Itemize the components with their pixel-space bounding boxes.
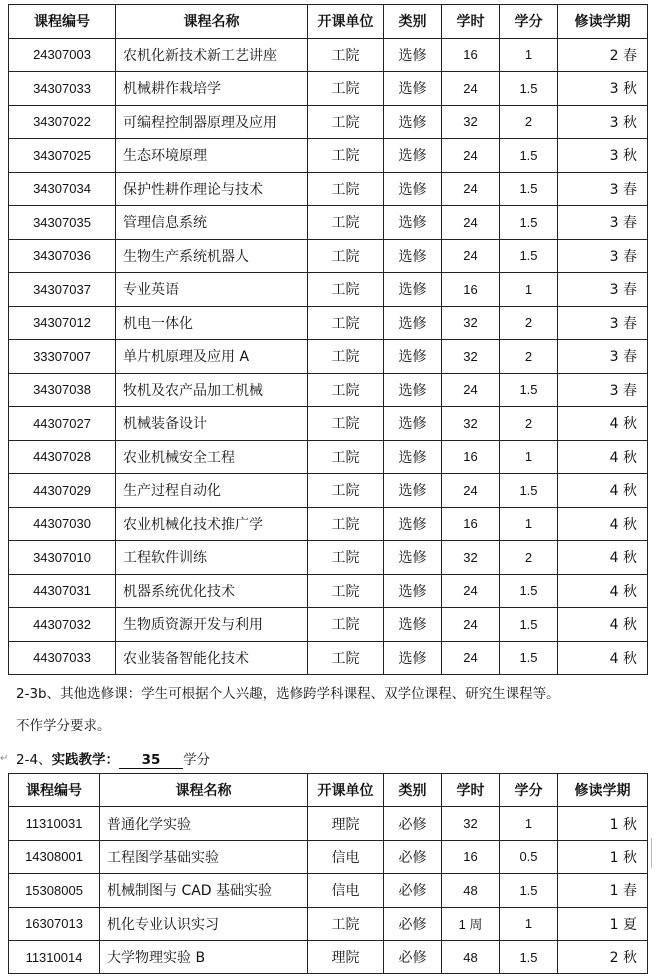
course-type: 选修 [384, 507, 442, 541]
course-code: 34307035 [9, 206, 116, 240]
course-type: 选修 [384, 105, 442, 139]
course-credit: 1 [500, 440, 558, 474]
other-electives-note: 2-3b、其他选修课：学生可根据个人兴趣，选修跨学科课程、双学位课程、研究生课程等。 [16, 686, 560, 702]
table-row [9, 608, 648, 642]
table-row [9, 907, 648, 940]
course-term: 3 秋 [558, 105, 648, 139]
header-unit: 开课单位 [308, 5, 384, 39]
course-type: 选修 [384, 608, 442, 642]
course-term: 1 秋 [558, 807, 648, 840]
course-term: 4 秋 [558, 608, 648, 642]
course-code: 44307029 [9, 474, 116, 508]
course-hours: 32 [442, 340, 500, 374]
course-type: 选修 [384, 574, 442, 608]
course-type: 选修 [384, 172, 442, 206]
table-row [9, 373, 648, 407]
course-name: 机化专业认识实习 [100, 907, 308, 940]
table-row [9, 72, 648, 106]
course-term: 4 秋 [558, 407, 648, 441]
course-hours: 24 [442, 239, 500, 273]
course-code: 44307027 [9, 407, 116, 441]
table-row [9, 407, 648, 441]
table-header-row [9, 774, 648, 807]
header-hours: 学时 [442, 774, 500, 807]
course-unit: 工院 [308, 507, 384, 541]
header-term: 修读学期 [558, 774, 648, 807]
course-hours: 24 [442, 206, 500, 240]
practice-teaching-heading [16, 748, 210, 769]
course-type: 必修 [384, 907, 442, 940]
course-type: 必修 [384, 840, 442, 873]
course-credit: 2 [500, 407, 558, 441]
course-term: 1 春 [558, 874, 648, 907]
header-type: 类别 [384, 774, 442, 807]
course-hours: 24 [442, 608, 500, 642]
course-credit: 2 [500, 105, 558, 139]
course-hours: 32 [442, 105, 500, 139]
course-name: 专业英语 [116, 273, 308, 307]
course-unit: 信电 [308, 840, 384, 873]
course-credit: 0.5 [500, 840, 558, 873]
course-unit: 工院 [308, 440, 384, 474]
course-credit: 2 [500, 340, 558, 374]
course-hours: 24 [442, 641, 500, 675]
table-row [9, 541, 648, 575]
table-row [9, 940, 648, 973]
course-code: 34307037 [9, 273, 116, 307]
course-code: 11310014 [9, 940, 100, 973]
course-name: 可编程控制器原理及应用 [116, 105, 308, 139]
course-term: 4 秋 [558, 507, 648, 541]
table-row [9, 474, 648, 508]
course-term: 3 春 [558, 273, 648, 307]
course-term: 2 秋 [558, 940, 648, 973]
course-term: 4 秋 [558, 474, 648, 508]
course-type: 选修 [384, 440, 442, 474]
course-type: 选修 [384, 541, 442, 575]
course-credit: 1 [500, 907, 558, 940]
course-term: 3 春 [558, 172, 648, 206]
header-hours: 学时 [442, 5, 500, 39]
course-name: 大学物理实验 B [100, 940, 308, 973]
course-credit: 1.5 [500, 940, 558, 973]
header-credit: 学分 [500, 5, 558, 39]
course-name: 单片机原理及应用 A [116, 340, 308, 374]
course-hours: 48 [442, 874, 500, 907]
course-name: 机械制图与 CAD 基础实验 [100, 874, 308, 907]
course-unit: 理院 [308, 940, 384, 973]
course-code: 44307033 [9, 641, 116, 675]
course-unit: 工院 [308, 72, 384, 106]
course-hours: 24 [442, 72, 500, 106]
course-hours: 32 [442, 306, 500, 340]
table-row [9, 239, 648, 273]
course-unit: 工院 [308, 574, 384, 608]
header-code: 课程编号 [9, 5, 116, 39]
course-code: 44307030 [9, 507, 116, 541]
course-code: 44307028 [9, 440, 116, 474]
course-name: 牧机及农产品加工机械 [116, 373, 308, 407]
course-hours: 16 [442, 38, 500, 72]
course-term: 4 秋 [558, 541, 648, 575]
course-unit: 信电 [308, 874, 384, 907]
course-type: 选修 [384, 407, 442, 441]
header-name: 课程名称 [100, 774, 308, 807]
course-name: 生产过程自动化 [116, 474, 308, 508]
course-unit: 工院 [308, 172, 384, 206]
course-hours: 32 [442, 541, 500, 575]
course-hours: 16 [442, 840, 500, 873]
course-credit: 1 [500, 507, 558, 541]
course-unit: 工院 [308, 340, 384, 374]
course-unit: 工院 [308, 139, 384, 173]
header-name: 课程名称 [116, 5, 308, 39]
table-row [9, 574, 648, 608]
course-unit: 工院 [308, 641, 384, 675]
course-type: 选修 [384, 273, 442, 307]
table-row [9, 38, 648, 72]
page-edge-mark [651, 838, 656, 868]
course-name: 生物质资源开发与利用 [116, 608, 308, 642]
course-unit: 工院 [308, 105, 384, 139]
course-code: 34307022 [9, 105, 116, 139]
table-row [9, 641, 648, 675]
course-term: 3 春 [558, 340, 648, 374]
course-term: 3 春 [558, 306, 648, 340]
course-credit: 1.5 [500, 641, 558, 675]
course-hours: 16 [442, 440, 500, 474]
course-hours: 24 [442, 574, 500, 608]
section-credit-value: 35 [119, 752, 183, 769]
table-row [9, 273, 648, 307]
course-credit: 1.5 [500, 139, 558, 173]
course-type: 选修 [384, 38, 442, 72]
paragraph-marker-icon: ↵ [0, 753, 9, 764]
course-unit: 工院 [308, 907, 384, 940]
course-code: 34307033 [9, 72, 116, 106]
course-credit: 1 [500, 38, 558, 72]
course-hours: 16 [442, 507, 500, 541]
course-name: 机器系统优化技术 [116, 574, 308, 608]
course-unit: 工院 [308, 306, 384, 340]
course-type: 选修 [384, 306, 442, 340]
section-unit: 学分 [183, 752, 211, 768]
course-name: 农业机械化技术推广学 [116, 507, 308, 541]
header-unit: 开课单位 [308, 774, 384, 807]
course-credit: 2 [500, 306, 558, 340]
section-prefix: 2-4、 [16, 752, 52, 768]
course-term: 3 春 [558, 239, 648, 273]
course-hours: 24 [442, 474, 500, 508]
course-type: 选修 [384, 373, 442, 407]
course-type: 必修 [384, 940, 442, 973]
course-type: 选修 [384, 72, 442, 106]
table-row [9, 105, 648, 139]
course-hours: 24 [442, 373, 500, 407]
course-unit: 工院 [308, 407, 384, 441]
course-type: 选修 [384, 239, 442, 273]
course-term: 3 春 [558, 373, 648, 407]
course-credit: 1.5 [500, 172, 558, 206]
header-credit: 学分 [500, 774, 558, 807]
table-header-row [9, 5, 648, 39]
course-code: 34307038 [9, 373, 116, 407]
course-credit: 1.5 [500, 373, 558, 407]
table-row [9, 340, 648, 374]
course-code: 34307034 [9, 172, 116, 206]
course-name: 保护性耕作理论与技术 [116, 172, 308, 206]
course-credit: 1 [500, 273, 558, 307]
course-code: 16307013 [9, 907, 100, 940]
course-hours: 32 [442, 807, 500, 840]
course-term: 1 秋 [558, 840, 648, 873]
course-credit: 1.5 [500, 239, 558, 273]
elective-course-table [8, 4, 648, 675]
course-name: 生态环境原理 [116, 139, 308, 173]
course-hours: 1 周 [442, 907, 500, 940]
table-row [9, 206, 648, 240]
course-hours: 24 [442, 172, 500, 206]
course-code: 14308001 [9, 840, 100, 873]
table-row [9, 874, 648, 907]
course-name: 工程软件训练 [116, 541, 308, 575]
course-credit: 1.5 [500, 474, 558, 508]
table-row [9, 807, 648, 840]
course-name: 农业装备智能化技术 [116, 641, 308, 675]
table-row [9, 306, 648, 340]
course-type: 选修 [384, 641, 442, 675]
table-row [9, 840, 648, 873]
course-name: 机械装备设计 [116, 407, 308, 441]
course-term: 2 春 [558, 38, 648, 72]
table-row [9, 507, 648, 541]
course-hours: 16 [442, 273, 500, 307]
course-unit: 理院 [308, 807, 384, 840]
course-term: 3 秋 [558, 139, 648, 173]
course-name: 工程图学基础实验 [100, 840, 308, 873]
course-unit: 工院 [308, 38, 384, 72]
course-name: 农业机械安全工程 [116, 440, 308, 474]
course-type: 选修 [384, 206, 442, 240]
course-name: 机械耕作栽培学 [116, 72, 308, 106]
course-unit: 工院 [308, 206, 384, 240]
course-credit: 1.5 [500, 72, 558, 106]
course-code: 44307031 [9, 574, 116, 608]
course-hours: 24 [442, 139, 500, 173]
course-unit: 工院 [308, 373, 384, 407]
course-type: 选修 [384, 340, 442, 374]
course-code: 11310031 [9, 807, 100, 840]
course-credit: 1.5 [500, 608, 558, 642]
course-name: 普通化学实验 [100, 807, 308, 840]
course-unit: 工院 [308, 239, 384, 273]
header-term: 修读学期 [558, 5, 648, 39]
course-credit: 1.5 [500, 206, 558, 240]
course-credit: 1 [500, 807, 558, 840]
table-row [9, 172, 648, 206]
course-credit: 1.5 [500, 574, 558, 608]
course-code: 34307025 [9, 139, 116, 173]
course-unit: 工院 [308, 474, 384, 508]
course-unit: 工院 [308, 608, 384, 642]
header-type: 类别 [384, 5, 442, 39]
course-credit: 1.5 [500, 874, 558, 907]
course-term: 4 秋 [558, 574, 648, 608]
course-type: 必修 [384, 807, 442, 840]
no-credit-requirement-note: 不作学分要求。 [16, 718, 111, 734]
course-unit: 工院 [308, 273, 384, 307]
course-code: 44307032 [9, 608, 116, 642]
course-code: 34307036 [9, 239, 116, 273]
course-name: 机电一体化 [116, 306, 308, 340]
course-type: 选修 [384, 139, 442, 173]
section-label: 实践教学： [51, 752, 120, 768]
course-credit: 2 [500, 541, 558, 575]
course-hours: 32 [442, 407, 500, 441]
course-name: 生物生产系统机器人 [116, 239, 308, 273]
practice-course-table [8, 773, 648, 974]
course-code: 34307012 [9, 306, 116, 340]
course-term: 1 夏 [558, 907, 648, 940]
course-term: 4 秋 [558, 440, 648, 474]
course-type: 必修 [384, 874, 442, 907]
course-code: 34307010 [9, 541, 116, 575]
course-code: 15308005 [9, 874, 100, 907]
course-type: 选修 [384, 474, 442, 508]
course-hours: 48 [442, 940, 500, 973]
course-name: 管理信息系统 [116, 206, 308, 240]
course-term: 3 春 [558, 206, 648, 240]
course-name: 农机化新技术新工艺讲座 [116, 38, 308, 72]
table-row [9, 440, 648, 474]
course-code: 33307007 [9, 340, 116, 374]
table-row [9, 139, 648, 173]
course-term: 3 秋 [558, 72, 648, 106]
header-code: 课程编号 [9, 774, 100, 807]
course-term: 4 秋 [558, 641, 648, 675]
course-code: 24307003 [9, 38, 116, 72]
course-unit: 工院 [308, 541, 384, 575]
